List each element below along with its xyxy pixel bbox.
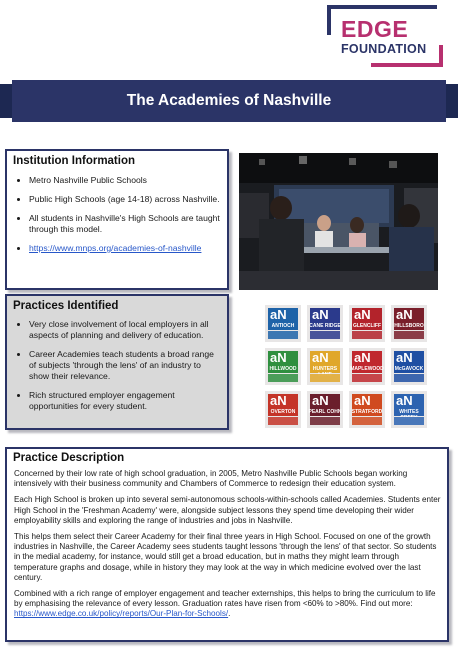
- classroom-studio-photo: [239, 153, 438, 290]
- edge-foundation-logo: [327, 5, 443, 67]
- description-paragraph: This helps them select their Career Academy for their final three years in High School. Focused on one of the growth industries in Nashville, the Career Academy sees students taught lessons 'through the lens' of that sector. So students in the medial academy, for instance, would still get a broad education, but in maths they might learn through temperature graphs and dosage, while in history they may look at the way in which medicine evolved over the last century.: [14, 532, 437, 582]
- description-paragraph: Each High School is broken up into several semi-autonomous schools-within-schools called Academies. Students enter High School in the 'Freshman Academy' were, alongside subject lessons they spend time developing their wider employability skills and exploring the range of industries and jobs in Nashville.: [14, 495, 441, 525]
- badge-school-name: GLENCLIFF: [352, 323, 382, 329]
- badge-monogram: aN: [312, 307, 329, 322]
- logo-frame-bottom: [371, 63, 443, 67]
- badge-school-name: HILLWOOD: [269, 366, 297, 372]
- academy-badge: [349, 391, 385, 428]
- logo-foundation-text: FOUNDATION: [341, 42, 427, 56]
- badge-school-name: McGAVOCK: [394, 366, 424, 372]
- badge-strip: [394, 417, 424, 425]
- academy-badge: [265, 391, 301, 428]
- badge-school-name: WHITES: [399, 409, 419, 415]
- badge-school-name: CANE RIDGE: [309, 323, 341, 329]
- badge-strip: [268, 374, 298, 382]
- logo-edge-text: EDGE: [341, 16, 409, 42]
- badge-strip: [352, 331, 382, 339]
- title-banner: [0, 80, 458, 122]
- description-text: .: [228, 609, 231, 619]
- description-paragraph: [14, 589, 441, 620]
- list-item: [29, 243, 221, 254]
- institution-heading: Institution Information: [13, 155, 136, 167]
- badge-monogram: aN: [312, 393, 329, 408]
- description-text: Combined with a rich range of employer engagement and teacher externships, this helps to bring the curriculum to life by emphasising the relevance of every lesson. Graduation rates have risen from <60% to >80%. Find out more:: [14, 589, 436, 609]
- badge-monogram: aN: [396, 393, 413, 408]
- badge-strip: [310, 417, 340, 425]
- badge-strip: [268, 417, 298, 425]
- list-item: • Metro Nashville Public Schools: [29, 175, 221, 186]
- edge-plan-link[interactable]: https://www.edge.co.uk/policy/reports/Our-Plan-for-Schools/: [14, 609, 229, 619]
- badge-school-name: ANTIOCH: [271, 323, 295, 329]
- practices-identified-box: [5, 294, 229, 430]
- badge-monogram: aN: [354, 393, 371, 408]
- logo-frame-left: [327, 5, 331, 35]
- badge-school-name: PEARL COHN: [308, 409, 342, 415]
- list-item: • Career Academies teach students a broad range of subjects 'through the lens' of an industry to show their relevance.: [29, 349, 219, 382]
- institution-information-box: [5, 149, 229, 290]
- badge-strip: [352, 374, 382, 382]
- logo-frame-right: [439, 45, 443, 67]
- description-heading: Practice Description: [13, 452, 125, 464]
- academy-badge: [349, 348, 385, 385]
- badge-strip: [268, 331, 298, 339]
- list-item: • Public High Schools (age 14-18) across Nashville.: [29, 194, 221, 205]
- academy-badge: [307, 348, 343, 385]
- academy-badge: [349, 305, 385, 342]
- badge-monogram: aN: [354, 307, 371, 322]
- badge-strip: [394, 374, 424, 382]
- badge-monogram: aN: [354, 350, 371, 365]
- institution-list: [7, 175, 227, 254]
- practices-heading: Practices Identified: [13, 300, 119, 312]
- academy-badge: [391, 391, 427, 428]
- practices-list: [7, 319, 227, 412]
- academy-badge: [307, 305, 343, 342]
- academy-badges-grid: [265, 305, 428, 430]
- list-item: • All students in Nashville's High Schools are taught through this model.: [29, 213, 221, 235]
- academy-badge: [391, 348, 427, 385]
- badge-strip: [310, 331, 340, 339]
- badge-strip: [310, 374, 340, 382]
- academy-badge: [307, 391, 343, 428]
- badge-strip: [394, 331, 424, 339]
- practice-description-box: [5, 447, 449, 642]
- badge-monogram: aN: [396, 307, 413, 322]
- badge-school-name: HILLSBORO: [394, 323, 424, 329]
- academies-link[interactable]: https://www.mnps.org/academies-of-nashville: [29, 243, 202, 253]
- page-title: The Academies of Nashville: [126, 92, 332, 109]
- logo-frame-top: [327, 5, 437, 9]
- description-paragraph: Concerned by their low rate of high school graduation, in 2005, Metro Nashville Public Schools began working intensively with their business community and Chambers of Commerce to redesign their education system.: [14, 469, 408, 489]
- academy-badge: [265, 348, 301, 385]
- badge-monogram: aN: [270, 350, 287, 365]
- badge-school-name: MAPLEWOOD: [350, 366, 384, 372]
- badge-strip: [352, 417, 382, 425]
- academy-badge: [391, 305, 427, 342]
- badge-school-name: OVERTON: [270, 409, 296, 415]
- badge-school-name: HUNTERS: [312, 366, 338, 372]
- list-item: • Rich structured employer engagement opportunities for every student.: [29, 390, 219, 412]
- badge-monogram: aN: [270, 393, 287, 408]
- list-item: • Very close involvement of local employers in all aspects of planning and delivery of education.: [29, 319, 219, 341]
- badge-school-name: STRATFORD: [351, 409, 383, 415]
- badge-monogram: aN: [312, 350, 329, 365]
- badge-monogram: aN: [396, 350, 413, 365]
- badge-monogram: aN: [270, 307, 287, 322]
- academy-badge: [265, 305, 301, 342]
